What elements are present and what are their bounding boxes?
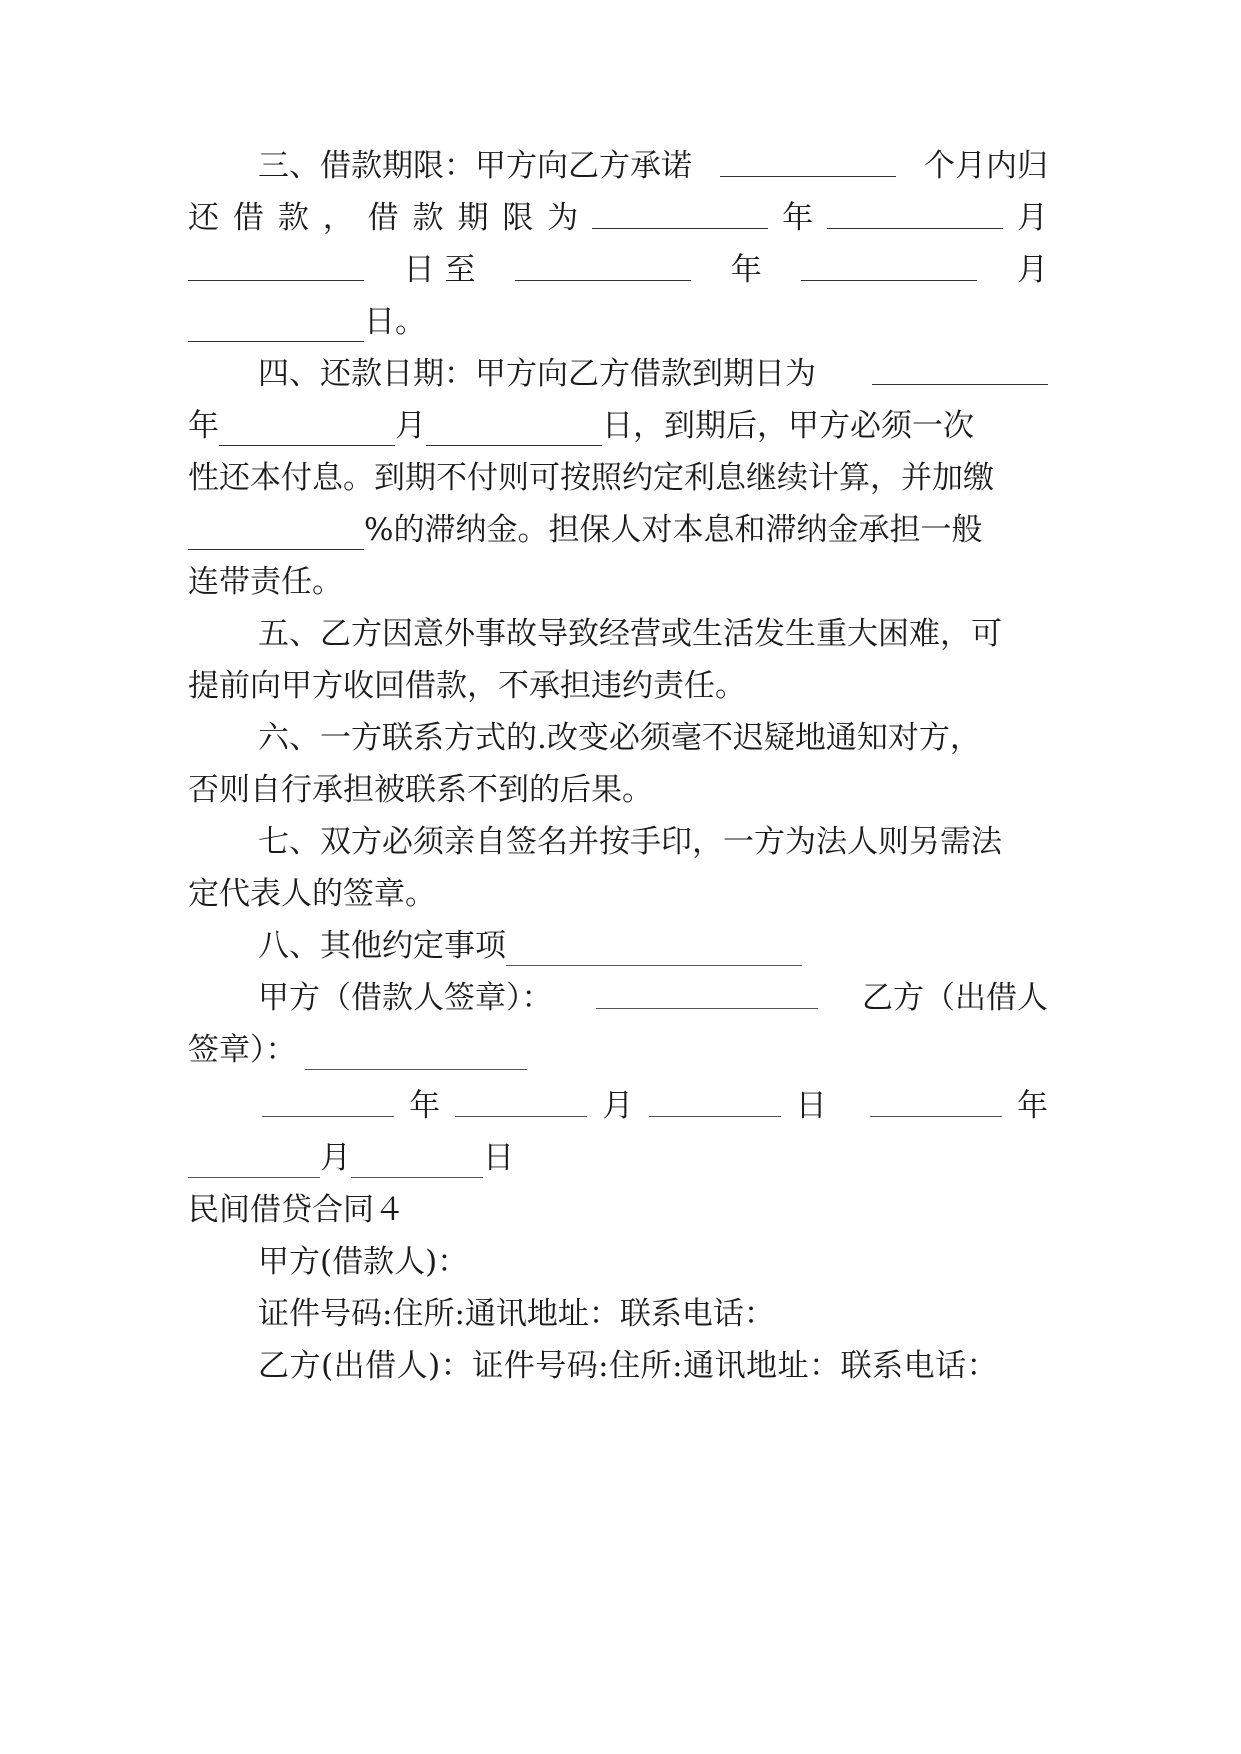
party-b-day-blank[interactable] — [351, 1147, 483, 1178]
party-a-heading: 甲方(借款人)： — [258, 1244, 469, 1280]
other-terms-blank[interactable] — [506, 935, 802, 966]
day-label: 日 — [483, 1140, 514, 1176]
month-label: 月 — [395, 408, 426, 444]
months-blank[interactable] — [720, 146, 896, 177]
due-year-blank[interactable] — [872, 354, 1048, 385]
clause-6-line-2: 否则自行承担被联系不到的后果。 — [188, 772, 653, 808]
party-a-signature-label: 甲方（借款人签章）： — [258, 980, 553, 1016]
party-b-month-blank[interactable] — [188, 1147, 320, 1178]
party-a-month-blank[interactable] — [455, 1086, 587, 1117]
month-label: 月 — [320, 1140, 351, 1176]
party-b-signature-label-end: 签章）： — [188, 1032, 297, 1068]
year-label: 年 — [730, 252, 762, 288]
clause-4-text-4: %的滞纳金。担保人对本息和滞纳金承担一般 — [364, 512, 983, 548]
char: 借 — [232, 200, 264, 236]
start-year-blank[interactable] — [592, 198, 768, 229]
year-label: 年 — [782, 200, 814, 236]
clause-3-line-3 — [188, 250, 1048, 290]
clause-5-line-1: 五、乙方因意外事故导致经营或生活发生重大困难，可 — [258, 616, 1002, 652]
clause-5-line-2: 提前向甲方收回借款，不承担违约责任。 — [188, 668, 746, 704]
clause-6-line-1: 六、一方联系方式的.改变必须毫不迟疑地通知对方， — [258, 720, 981, 756]
start-month-blank[interactable] — [827, 198, 1003, 229]
signature-line-2 — [188, 1030, 1048, 1070]
party-b-year-blank[interactable] — [870, 1086, 1002, 1117]
clause-4-line-1 — [258, 354, 1048, 394]
day-label: 日 — [795, 1088, 827, 1124]
party-a-details: 证件号码:住所:通讯地址：联系电话： — [258, 1296, 775, 1332]
party-a-year-blank[interactable] — [262, 1086, 394, 1117]
char: ， — [322, 200, 354, 236]
char: 限 — [502, 200, 534, 236]
day-label: 日。 — [364, 304, 426, 340]
clause-3-line-1 — [258, 146, 1048, 186]
clause-8-text: 八、其他约定事项 — [258, 928, 506, 964]
date-line-2 — [188, 1138, 1048, 1178]
clause-4-line-3: 性还本付息。到期不付则可按照约定利息继续计算，并加缴 — [188, 460, 994, 496]
month-label: 月 — [1016, 200, 1048, 236]
party-a-day-blank[interactable] — [649, 1086, 781, 1117]
char: 还 — [188, 200, 219, 236]
date-line-1 — [262, 1086, 1048, 1126]
clause-7-line-2: 定代表人的签章。 — [188, 876, 436, 912]
char: 款 — [277, 200, 309, 236]
end-month-blank[interactable] — [801, 250, 977, 281]
year-label: 年 — [1016, 1088, 1048, 1124]
char: 借 — [367, 200, 399, 236]
clause-4-text: 四、还款日期：甲方向乙方借款到期日为 — [258, 356, 816, 392]
signature-line-1 — [258, 978, 1048, 1018]
party-b-details: 乙方(出借人)：证件号码:住所:通讯地址：联系电话： — [258, 1348, 999, 1384]
clause-3-line-2 — [188, 198, 1048, 238]
due-day-blank[interactable] — [426, 415, 602, 446]
clause-3-text: 三、借款期限：甲方向乙方承诺 — [258, 148, 692, 184]
clause-4-line-2 — [188, 406, 1048, 446]
party-b-signature-blank[interactable] — [305, 1039, 527, 1070]
start-day-blank[interactable] — [188, 250, 364, 281]
party-b-signature-label: 乙方（出借人 — [862, 980, 1048, 1016]
contract-title: 民间借贷合同４ — [188, 1192, 405, 1228]
clause-7-line-1: 七、双方必须亲自签名并按手印，一方为法人则另需法 — [258, 824, 1002, 860]
clause-4-text-2: 日，到期后，甲方必须一次 — [602, 408, 974, 444]
due-month-blank[interactable] — [219, 415, 395, 446]
char: 款 — [412, 200, 444, 236]
month-label: 月 — [602, 1088, 634, 1124]
clause-4-line-5: 连带责任。 — [188, 564, 343, 600]
clause-8-line — [258, 926, 1048, 966]
day-to-label: 日 至 — [403, 252, 476, 288]
year-label: 年 — [188, 408, 219, 444]
party-a-signature-blank[interactable] — [596, 978, 818, 1009]
end-year-blank[interactable] — [515, 250, 691, 281]
char: 为 — [547, 200, 579, 236]
late-fee-percent-blank[interactable] — [188, 519, 364, 550]
clause-3-text-end: 个月内归 — [924, 148, 1048, 184]
year-label: 年 — [409, 1088, 441, 1124]
end-day-blank[interactable] — [188, 311, 364, 342]
clause-3-line-4 — [188, 302, 1048, 342]
char: 期 — [457, 200, 489, 236]
month-label: 月 — [1016, 252, 1048, 288]
clause-4-line-4 — [188, 510, 1048, 550]
